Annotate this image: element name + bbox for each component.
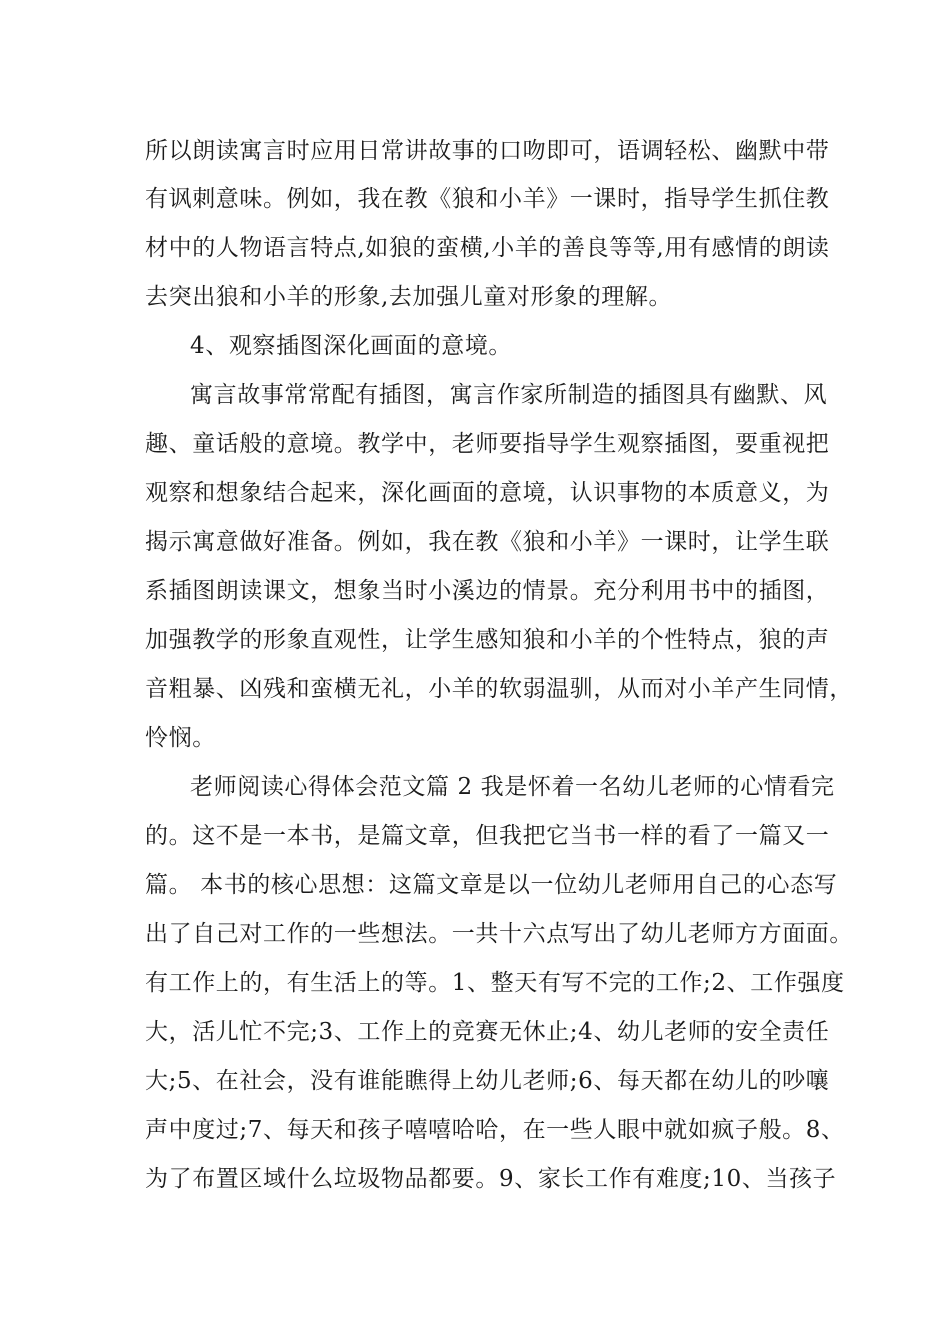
text-line: 寓言故事常常配有插图，寓言作家所制造的插图具有幽默、风	[190, 382, 828, 408]
text-line: 所以朗读寓言时应用日常讲故事的口吻即可，语调轻松、幽默中带	[145, 138, 830, 164]
text-line: 大，活儿忙不完;3、工作上的竞赛无休止;4、幼儿老师的安全责任	[145, 1019, 830, 1045]
text-line: 系插图朗读课文，想象当时小溪边的情景。充分利用书中的插图，	[145, 578, 830, 604]
text-line: 的。这不是一本书，是篇文章，但我把它当书一样的看了一篇又一	[145, 823, 830, 849]
text-line: 音粗暴、凶残和蛮横无礼，小羊的软弱温驯，从而对小羊产生同情，	[145, 676, 853, 702]
text-line: 大;5、在社会，没有谁能瞧得上幼儿老师;6、每天都在幼儿的吵嚷	[145, 1068, 830, 1094]
text-line: 怜悯。	[145, 725, 216, 751]
text-line: 加强教学的形象直观性，让学生感知狼和小羊的个性特点，狼的声	[145, 627, 830, 653]
text-line: 去突出狼和小羊的形象,去加强儿童对形象的理解。	[145, 284, 673, 310]
text-line: 有讽刺意味。例如，我在教《狼和小羊》一课时，指导学生抓住教	[145, 186, 830, 212]
text-line: 趣、童话般的意境。教学中，老师要指导学生观察插图，要重视把	[145, 431, 830, 457]
text-line: 揭示寓意做好准备。例如，我在教《狼和小羊》一课时，让学生联	[145, 529, 830, 555]
text-line: 篇。 本书的核心思想：这篇文章是以一位幼儿老师用自己的心态写	[145, 872, 838, 898]
text-line: 老师阅读心得体会范文篇 2 我是怀着一名幼儿老师的心情看完	[190, 774, 835, 800]
text-line: 出了自己对工作的一些想法。一共十六点写出了幼儿老师方方面面。	[145, 921, 853, 947]
text-line: 声中度过;7、每天和孩子嘻嘻哈哈，在一些人眼中就如疯子般。8、	[145, 1117, 845, 1143]
text-line: 有工作上的，有生活上的等。1、整天有写不完的工作;2、工作强度	[145, 970, 845, 996]
text-line: 材中的人物语言特点,如狼的蛮横,小羊的善良等等,用有感情的朗读	[145, 235, 830, 261]
text-line: 为了布置区域什么垃圾物品都要。9、家长工作有难度;10、当孩子	[145, 1166, 837, 1192]
text-line: 观察和想象结合起来，深化画面的意境，认识事物的本质意义，为	[145, 480, 830, 506]
section-heading: 4、观察插图深化画面的意境。	[190, 333, 513, 359]
